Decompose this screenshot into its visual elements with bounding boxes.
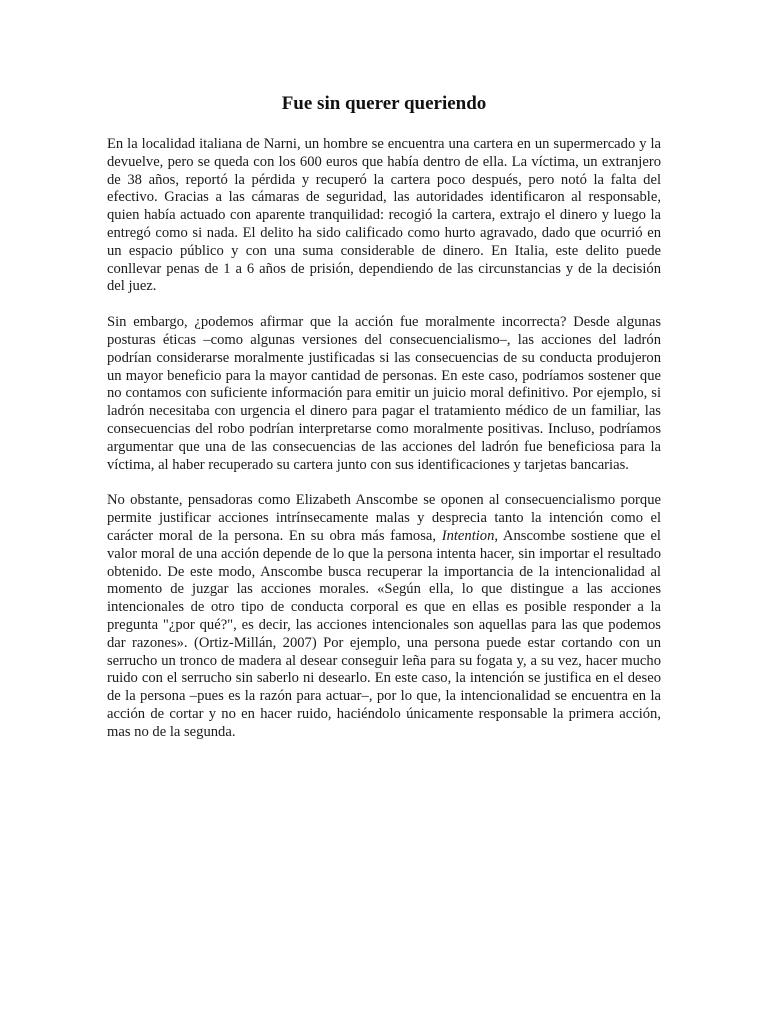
paragraph-1: En la localidad italiana de Narni, un hombre se encuentra una cartera en un supermercado y la devuelve, pero se queda con los 600 euros que había dentro de ella. La víctima, un extranjero de 38 años, reportó la pérdida y recuperó la cartera poco después, pero notó la falta del efectivo. Gracias a las cámaras de seguridad, las autoridades identificaron al responsable, quien había actuado con aparente tranquilidad: recogió la cartera, extrajo el dinero y luego la entregó como si nada. El delito ha sido calificado como hurto agravado, dado que ocurrió en un espacio público y con una suma considerable de dinero. En Italia, este delito puede conllevar penas de 1 a 6 años de prisión, dependiendo de las circunstancias y de la decisión del juez. (107, 136, 661, 295)
paragraph-2: Sin embargo, ¿podemos afirmar que la acción fue moralmente incorrecta? Desde algunas posturas éticas –como algunas versiones del consecuencialismo–, las acciones del ladrón podrían considerarse moralmente justificadas si las consecuencias de su conducta produjeron un mayor beneficio para la mayor cantidad de personas. En este caso, podríamos sostener que no contamos con suficiente información para emitir un juicio moral definitivo. Por ejemplo, si ladrón necesitaba con urgencia el dinero para pagar el tratamiento médico de un familiar, las consecuencias del robo podrían interpretarse como moralmente positivas. Incluso, podríamos argumentar que una de las consecuencias de las acciones del ladrón fue beneficiosa para la víctima, al haber recuperado su cartera junto con sus identificaciones y tarjetas bancarias. (107, 314, 661, 473)
book-title-intention: Intention (441, 527, 495, 544)
paragraph-3-text-before: No obstante, pensadoras como Elizabeth Anscombe se oponen al consecuencialismo porque permite justificar acciones intrínsecamente malas y desprecia tanto la intención como el carácter moral de la persona. En su obra más famosa, (107, 492, 661, 544)
paragraph-3-text-after: , Anscombe sostiene que el valor moral de una acción depende de lo que la persona intenta hacer, sin importar el resultado obtenido. De este modo, Anscombe busca recuperar la importancia de la intencionalidad al momento de juzgar las acciones morales. «Según ella, lo que distingue a las acciones intencionales de otro tipo de conducta corporal es que en ellas es posible responder a la pregunta "¿por qué?", es decir, las acciones intencionales son aquellas para las que podemos dar razones». (Ortiz-Millán, 2007) Por ejemplo, una persona puede estar cortando con un serrucho un tronco de madera al desear conseguir leña para su fogata y, a su vez, hacer mucho ruido con el serrucho sin saberlo ni desearlo. En este caso, la intención se justifica en el deseo de la persona –pues es la razón para actuar–, por lo que, la intencionalidad se encuentra en la acción de cortar y no en hacer ruido, haciéndolo únicamente responsable la primera acción, mas no de la segunda. (107, 527, 661, 740)
document-title: Fue sin querer queriendo (281, 93, 487, 114)
paragraph-3 (107, 492, 661, 741)
